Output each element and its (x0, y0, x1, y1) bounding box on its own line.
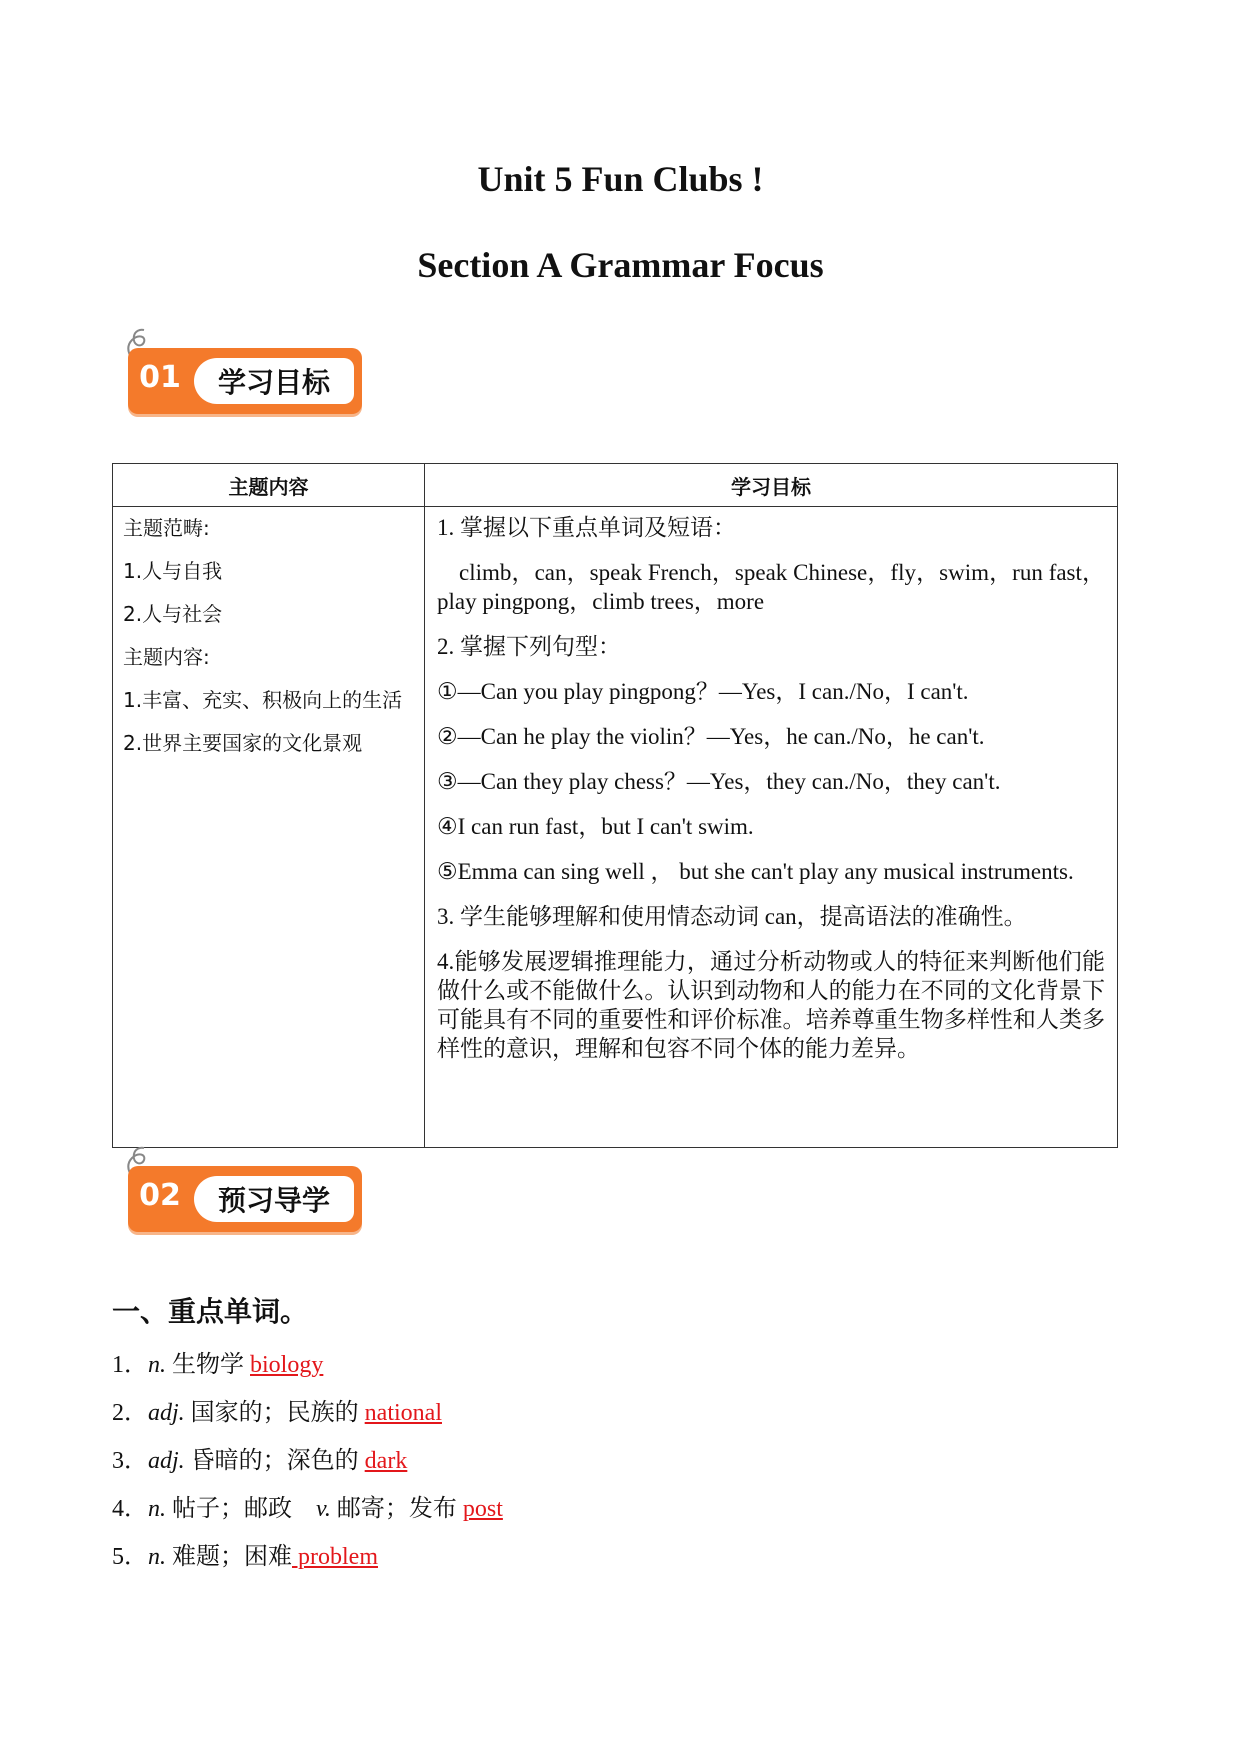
topic-line: 1.丰富、充实、积极向上的生活 (123, 688, 403, 712)
topic-line: 主题内容: (123, 645, 210, 669)
meaning: 难题；困难 (166, 1544, 292, 1570)
goal-line: ④I can run fast，but I can't swim. (437, 814, 754, 839)
answer: post (462, 1496, 503, 1522)
badge-number: 01 (139, 360, 181, 395)
list-item (112, 1446, 1012, 1494)
list-item (112, 1494, 1012, 1542)
badge-label-box (194, 358, 354, 404)
badge-label-box (194, 1176, 354, 1222)
badge-label: 预习导学 (217, 1184, 330, 1217)
list-item (112, 1398, 1012, 1446)
goal-line: ⑤Emma can sing well ， but she can't play any musical instruments. (437, 859, 1074, 884)
answer: national (364, 1400, 442, 1426)
goal-line: climb，can，speak French，speak Chinese，fly，swim，run fast，play pingpong，climb trees，more (437, 560, 1105, 614)
goal-line: 4.能够发展逻辑推理能力，通过分析动物或人的特征来判断他们能做什么或不能做什么。认识到动物和人的能力在不同的文化背景下可能具有不同的重要性和评价标准。培养尊重生物多样性和人类多样性的意识，理解和包容不同个体的能力差异。 (437, 949, 1105, 1061)
part-of-speech: n. (148, 1496, 166, 1522)
goal-line: ③—Can they play chess？—Yes，they can./No，they can't. (437, 769, 1001, 794)
topic-line: 2.世界主要国家的文化景观 (123, 731, 363, 755)
list-item (112, 1350, 1012, 1398)
topic-line: 2.人与社会 (123, 602, 223, 626)
topic-line: 1.人与自我 (123, 559, 223, 583)
topic-line: 主题范畴: (123, 516, 210, 540)
goal-line: ②—Can he play the violin？—Yes，he can./No，he can't. (437, 724, 985, 749)
section-badge-study-goals (118, 328, 368, 418)
table-header-row (113, 464, 1118, 507)
item-number: 2． (112, 1400, 148, 1426)
part-of-speech: n. (148, 1544, 166, 1570)
answer: problem (292, 1544, 378, 1570)
meaning: 帖子；邮政 (166, 1496, 316, 1522)
goal-line: ①—Can you play pingpong？—Yes，I can./No，I can't. (437, 679, 969, 704)
goal-line: 3. 学生能够理解和使用情态动词 can，提高语法的准确性。 (437, 904, 1027, 929)
table-header-topic: 主题内容 (113, 464, 425, 507)
goals-table (112, 463, 1118, 1148)
vocab-list (112, 1350, 1012, 1590)
part-of-speech: n. (148, 1352, 166, 1378)
meaning-2: 邮寄；发布 (330, 1496, 463, 1522)
page-subtitle: Section A Grammar Focus (417, 245, 824, 285)
badge-label: 学习目标 (217, 366, 330, 399)
part-of-speech-2: v. (316, 1496, 331, 1522)
goals-cell (425, 507, 1118, 1148)
badge-number: 02 (139, 1178, 181, 1213)
meaning: 昏暗的；深色的 (184, 1448, 365, 1474)
page-title: Unit 5 Fun Clubs ! (477, 159, 764, 199)
meaning: 生物学 (166, 1352, 250, 1378)
part-of-speech: adj. (148, 1448, 185, 1474)
item-number: 5． (112, 1544, 148, 1570)
part-of-speech: adj. (148, 1400, 185, 1426)
table-row (113, 507, 1118, 1148)
meaning: 国家的；民族的 (184, 1400, 365, 1426)
vocab-heading: 一、重点单词。 (112, 1295, 309, 1328)
goal-line: 2. 掌握下列句型： (437, 634, 621, 659)
list-item (112, 1542, 1012, 1590)
goal-line: 1. 掌握以下重点单词及短语： (437, 515, 736, 540)
answer: biology (250, 1352, 324, 1378)
section-badge-preview (118, 1146, 368, 1236)
answer: dark (364, 1448, 408, 1474)
table-header-goals: 学习目标 (425, 464, 1118, 507)
item-number: 4． (112, 1496, 148, 1522)
item-number: 3． (112, 1448, 148, 1474)
topic-cell (113, 507, 425, 1148)
item-number: 1． (112, 1352, 148, 1378)
